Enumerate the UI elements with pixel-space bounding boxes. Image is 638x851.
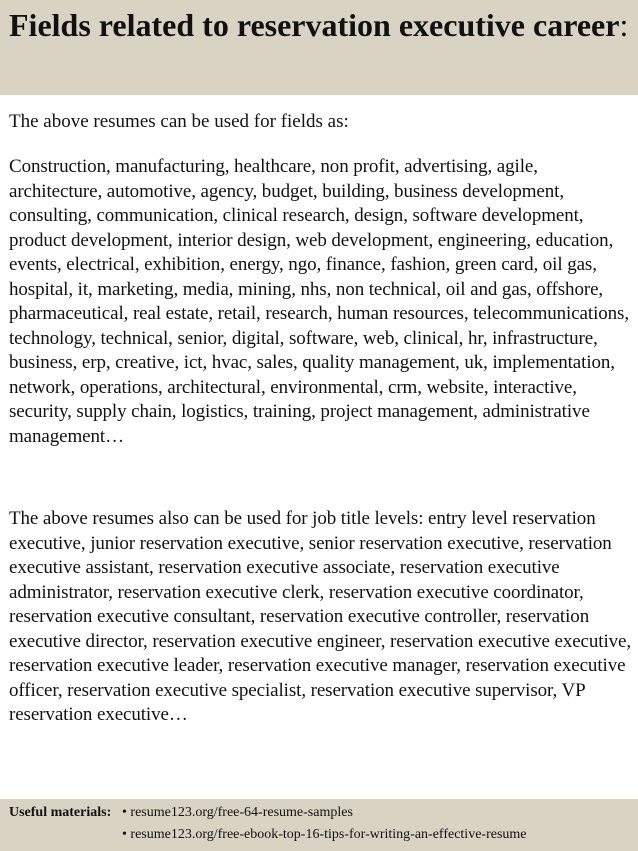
page-title	[9, 4, 629, 46]
ebook-tips-link[interactable]: • resume123.org/free-ebook-top-16-tips-for-writing-an-effective-resume	[122, 827, 527, 842]
useful-materials-label: Useful materials:	[9, 805, 112, 820]
intro-text: The above resumes can be used for fields as:	[9, 111, 349, 132]
page-title-text: Fields related to reservation executive career	[9, 7, 620, 43]
resume-samples-link[interactable]: • resume123.org/free-64-resume-samples	[122, 805, 353, 820]
header-band	[0, 0, 638, 95]
page-title-colon: :	[619, 7, 629, 43]
fields-paragraph: Construction, manufacturing, healthcare, non profit, advertising, agile, architecture, automotive, agency, budget, building, business development, consulting, communication, clinical research, design, software development, product development, interior design, web development, engineering, education, events, electrical, exhibition, energy, ngo, finance, fashion, green card, oil gas, hospital, it, marketing, media, mining, nhs, non technical, oil and gas, offshore, pharmaceutical, real estate, retail, research, human resources, telecommunications, technology, technical, senior, digital, software, web, clinical, hr, infrastructure, business, erp, creative, ict, hvac, sales, quality management, uk, implementation, network, operations, architectural, environmental, crm, website, interactive, security, supply chain, logistics, training, project management, administrative management…	[9, 156, 629, 447]
job-levels-paragraph: The above resumes also can be used for job title levels: entry level reservation executive, junior reservation executive, senior reservation executive, reservation executive assistant, reservation executive associate, reservation executive administrator, reservation executive clerk, reservation executive coordinator, reservation executive consultant, reservation executive controller, reservation executive director, reservation executive engineer, reservation executive executive, reservation executive leader, reservation executive manager, reservation executive officer, reservation executive specialist, reservation executive supervisor, VP reservation executive…	[9, 508, 632, 725]
